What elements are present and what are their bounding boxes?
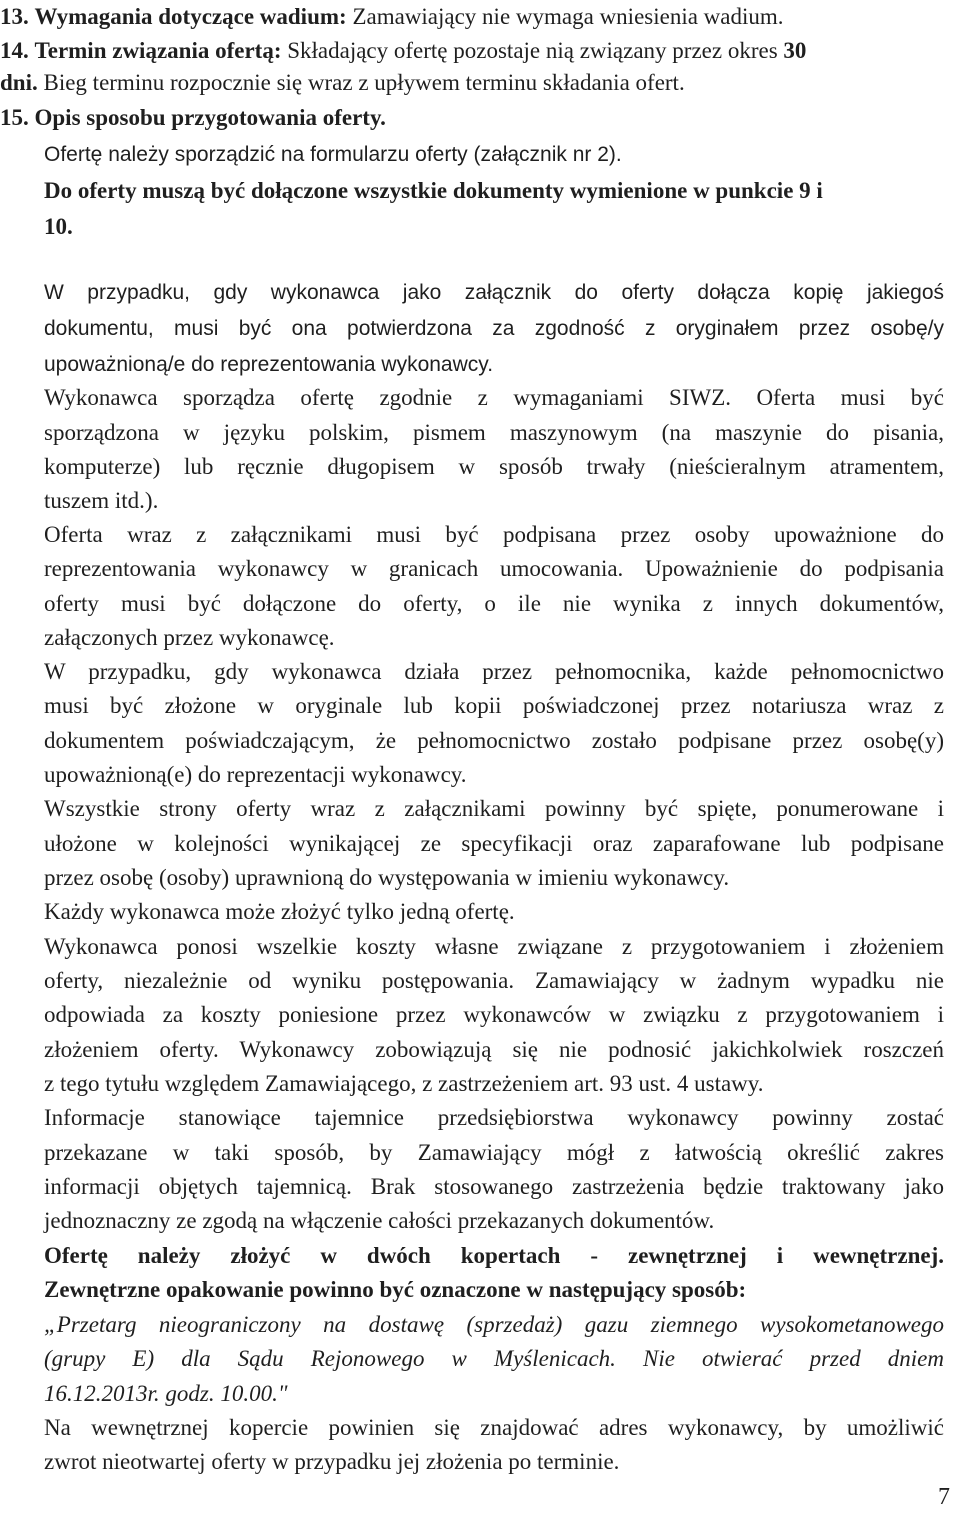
body-line: Ofertę należy sporządzić na formularzu oferty (załącznik nr 2).: [44, 143, 622, 166]
section-heading: Opis sposobu przygotowania oferty.: [34, 105, 386, 130]
body-line: upoważnioną(e) do reprezentacji wykonawcy.: [44, 762, 467, 787]
body-line-bold: Ofertę należy złożyć w dwóch kopertach - zewnętrznej i wewnętrznej.: [44, 1243, 944, 1268]
body-line-italic: „Przetarg nieograniczony na dostawę (sprzedaż) gazu ziemnego wysokometanowego: [44, 1312, 944, 1337]
body-line: musi być złożone w oryginale lub kopii poświadczonej przez notariusza wraz z: [44, 693, 944, 718]
body-line: przez osobę (osoby) uprawnioną do występowania w imieniu wykonawcy.: [44, 865, 730, 890]
section-14-continuation: [0, 68, 685, 98]
body-line: Wykonawca ponosi wszelkie koszty własne związane z przygotowaniem i złożeniem: [44, 934, 944, 959]
body-line-bold: Zewnętrzne opakowanie powinno być oznaczone w następujący sposób:: [44, 1277, 747, 1302]
body-line: zwrot nieotwartej oferty w przypadku jej złożenia po terminie.: [44, 1449, 620, 1474]
section-number: 14.: [0, 38, 29, 63]
section-13-line: [0, 2, 784, 32]
section-14-line: [0, 36, 806, 66]
body-line-italic: 16.12.2013r. godz. 10.00.": [44, 1381, 288, 1406]
bold-value: dni.: [0, 70, 38, 95]
body-line: załączonych przez wykonawcę.: [44, 625, 335, 650]
body-line: informacji objętych tajemnicą. Brak stosowanego zastrzeżenia będzie traktowany jako: [44, 1174, 944, 1199]
body-line: oferty, niezależnie od wyniku postępowania. Zamawiający w żadnym wypadku nie: [44, 968, 944, 993]
body-line: komputerze) lub ręcznie długopisem w sposób trwały (nieścieralnym atramentem,: [44, 454, 944, 479]
section-number: 15.: [0, 105, 29, 130]
section-number: 13.: [0, 4, 29, 29]
section-text: Zamawiający nie wymaga wniesienia wadium.: [346, 4, 784, 29]
body-line: W przypadku, gdy wykonawca działa przez pełnomocnika, każde pełnomocnictwo: [44, 659, 944, 684]
body-line: złożeniem oferty. Wykonawcy zobowiązują się nie podnosić jakichkolwiek roszczeń: [44, 1037, 944, 1062]
body-line: ułożone w kolejności wynikającej ze specyfikacji oraz zaparafowane lub podpisane: [44, 831, 944, 856]
body-line: odpowiada za koszty poniesione przez wykonawców w związku z przygotowaniem i: [44, 1002, 944, 1027]
body-line-italic: (grupy E) dla Sądu Rejonowego w Myślenicach. Nie otwierać przed dniem: [44, 1346, 944, 1371]
body-line: jednoznaczny ze zgodą na włączenie całości przekazanych dokumentów.: [44, 1208, 715, 1233]
body-line: oferty musi być dołączone do oferty, o ile nie wynika z innych dokumentów,: [44, 591, 944, 616]
body-line: Oferta wraz z załącznikami musi być podpisana przez osoby upoważnione do: [44, 522, 944, 547]
section-heading: Wymagania dotyczące wadium:: [34, 4, 347, 29]
section-15-line: [0, 103, 386, 133]
body-line: przekazane w taki sposób, by Zamawiający mógł z łatwością określić zakres: [44, 1140, 944, 1165]
body-line: upoważnioną/e do reprezentowania wykonawcy.: [44, 353, 494, 376]
body-line-bold: Do oferty muszą być dołączone wszystkie dokumenty wymienione w punkcie 9 i: [44, 178, 823, 203]
body-line: Wykonawca sporządza ofertę zgodnie z wymaganiami SIWZ. Oferta musi być: [44, 385, 944, 410]
body-line: Informacje stanowiące tajemnice przedsiębiorstwa wykonawcy powinny zostać: [44, 1105, 944, 1130]
section-text: Składający ofertę pozostaje nią związany przez okres: [281, 38, 784, 63]
body-line: Na wewnętrznej kopercie powinien się znajdować adres wykonawcy, by umożliwić: [44, 1415, 944, 1440]
bold-value: 30: [783, 38, 807, 63]
page-number: 7: [938, 1484, 950, 1510]
section-heading: Termin związania ofertą:: [34, 38, 282, 63]
section-text: Bieg terminu rozpocznie się wraz z upływem terminu składania ofert.: [37, 70, 685, 95]
body-line: dokumentu, musi być ona potwierdzona za zgodność z oryginałem przez osobę/y: [44, 317, 944, 340]
body-line: dokumentem poświadczającym, że pełnomocnictwo zostało podpisane przez osobę(y): [44, 728, 944, 753]
body-line-bold: 10.: [44, 214, 73, 239]
body-line: sporządzona w języku polskim, pismem maszynowym (na maszynie do pisania,: [44, 420, 944, 445]
body-line: tuszem itd.).: [44, 488, 159, 513]
body-line: z tego tytułu względem Zamawiającego, z zastrzeżeniem art. 93 ust. 4 ustawy.: [44, 1071, 764, 1096]
body-line: Wszystkie strony oferty wraz z załącznikami powinny być spięte, ponumerowane i: [44, 796, 944, 821]
body-line: W przypadku, gdy wykonawca jako załącznik do oferty dołącza kopię jakiegoś: [44, 281, 944, 304]
body-line: reprezentowania wykonawcy w granicach umocowania. Upoważnienie do podpisania: [44, 556, 944, 581]
body-line: Każdy wykonawca może złożyć tylko jedną ofertę.: [44, 899, 515, 924]
